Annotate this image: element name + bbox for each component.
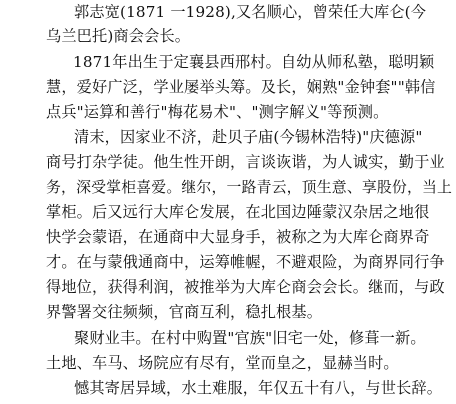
text-line-9: 掌柜。后又远行大库仑发展，在北国边陲蒙汉杂居之地很 bbox=[46, 203, 430, 221]
text-line-2: 乌兰巴托)商会会长。 bbox=[46, 27, 191, 45]
text-line-6: 清末，因家业不济，赴贝子庙(今锡林浩特)"庆德源" bbox=[74, 128, 423, 146]
text-line-3: 1871年出生于定襄县西邢村。自幼从师私塾，聪明颖 bbox=[73, 53, 435, 71]
text-line-14: 聚财业丰。在村中购置"官族"旧宅一处，修葺一新。 bbox=[74, 329, 426, 347]
text-line-5: 点兵"运算和善行"梅花易术"、"测字解义"等预测。 bbox=[46, 103, 389, 121]
text-line-16: 憾其寄居异域，水土难服，年仅五十有八，与世长辞。 bbox=[74, 379, 443, 397]
text-line-1: 郭志宽(1871 一1928),又名顺心，曾荣任大库仑(今 bbox=[74, 3, 427, 21]
text-line-12: 得地位，获得利润，被推举为大库仑商会会长。继而，与政 bbox=[46, 278, 445, 296]
text-line-15: 土地、车马、场院应有尽有，堂而皇之，显赫当时。 bbox=[46, 354, 399, 372]
text-line-8: 务，深受掌柜喜爱。继尔，一路青云，顶生意、享股份，当上 bbox=[46, 178, 453, 196]
text-line-10: 快学会蒙语，在通商中大显身手，被称之为大库仑商界奇 bbox=[46, 228, 430, 246]
text-line-7: 商号打杂学徒。他生性开朗，言谈诙谐，为人诚实，勤于业 bbox=[46, 153, 445, 171]
text-line-4: 慧，爱好广泛，学业屡举头筹。及长，娴熟"金钟套""韩信 bbox=[46, 78, 436, 96]
text-line-13: 界警署交往频频，官商互利，稳扎根基。 bbox=[46, 303, 323, 321]
text-line-11: 才。在与蒙俄通商中，运筹帷幄，不避艰险，为商界同行争 bbox=[46, 253, 445, 271]
